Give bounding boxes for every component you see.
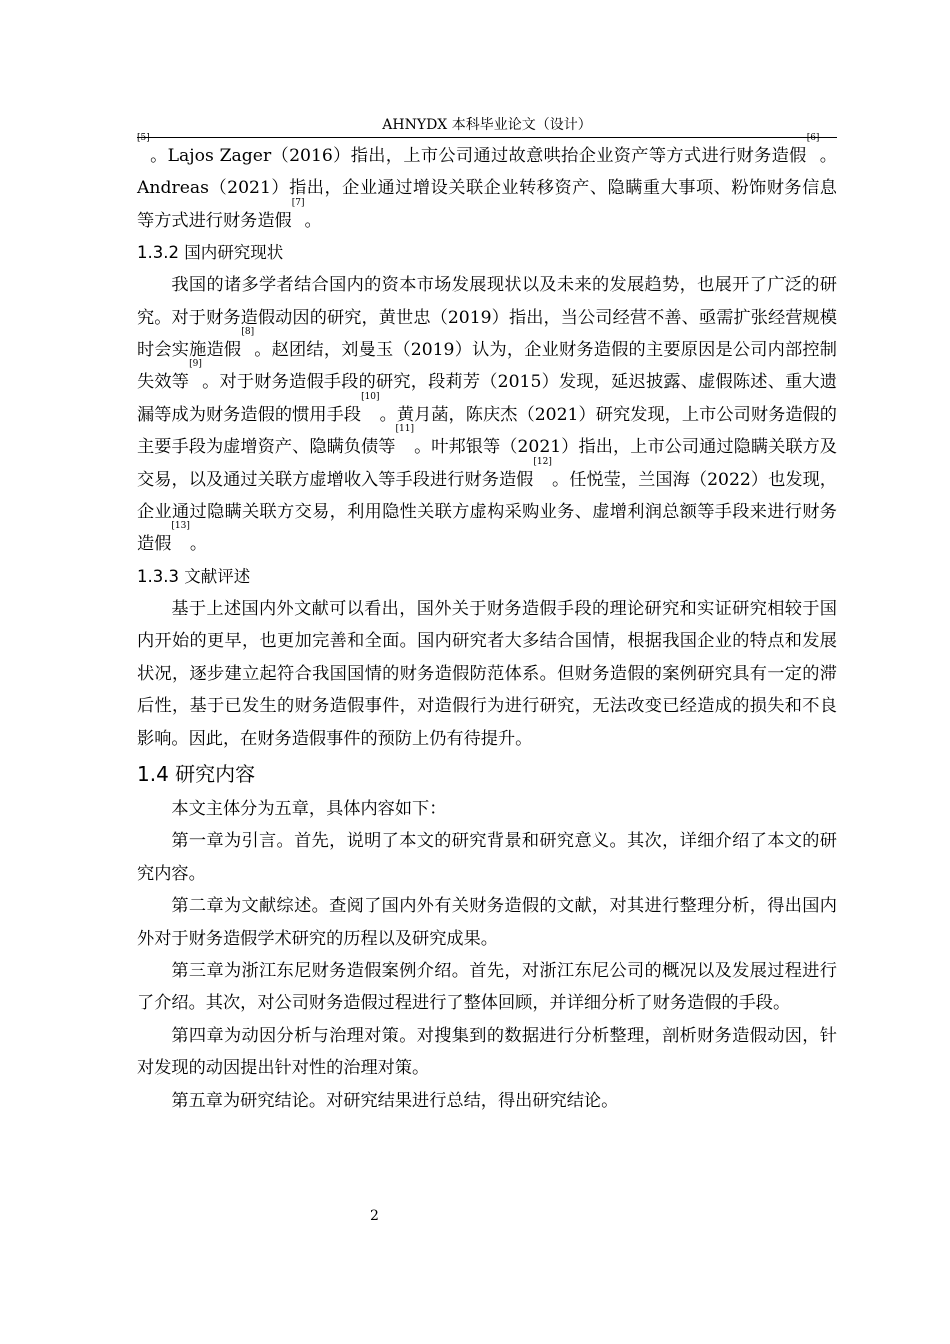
paragraph-literature-review: 基于上述国内外文献可以看出，国外关于财务造假手段的理论研究和实证研究相较于国内开始的更早，也更加完善和全面。国内研究者大多结合国情，根据我国企业的特点和发展状况，逐步建立起符合我国国情的财务造假防范体系。但财务造假的案例研究具有一定的滞后性，基于已发生的财务造假事件，对造假行为进行研究，无法改变已经造成的损失和不良影响。因此，在财务造假事件的预防上仍有待提升。 (137, 598, 837, 749)
text-run: 。Lajos Zager（2016）指出，上市公司通过故意哄抬企业资产等方式进行财务造假 (149, 146, 807, 166)
paragraph-chapter-1: 第一章为引言。首先，说明了本文的研究背景和研究意义。其次，详细介绍了本文的研究内容。 (137, 831, 837, 884)
paragraph-domestic-research (137, 269, 837, 561)
citation-ref: [12] (533, 456, 552, 467)
paragraph-foreign-research-continued (137, 133, 837, 237)
paragraph-chapter-5: 第五章为研究结论。对研究结果进行总结，得出研究结论。 (171, 1090, 619, 1111)
paragraph-chapter-3: 第三章为浙江东尼财务造假案例介绍。首先，对浙江东尼公司的概况以及发展过程进行了介绍。其次，对公司财务造假过程进行了整体回顾，并详细分析了财务造假的手段。 (137, 960, 837, 1014)
section-heading-1-3-3: 1.3.3 文献评述 (137, 566, 251, 586)
citation-ref: [9] (189, 359, 202, 370)
citation-ref: [5] (137, 133, 150, 143)
page-number: 2 (370, 1208, 379, 1224)
citation-ref: [11] (395, 424, 415, 435)
page-body (137, 133, 837, 1117)
section-heading-1-3-2: 1.3.2 国内研究现状 (137, 243, 284, 263)
text-run: 我国的诸多学者结合国内的资本市场发展现状以及未来的发展趋势，也展开了广泛的研究。对于财务造假动因的研究，黄世忠（2019）指出，当公司经营不善、亟需扩张经营规模时会实施造假 (137, 275, 837, 361)
text-run: 。 (304, 210, 322, 231)
text-run: 。Andreas（2021）指出，企业通过增设关联企业转移资产、隐瞒重大事项、粉饰财务信息等方式进行财务造假 (137, 146, 837, 231)
text-run: 。叶邦银等（2021）指出，上市公司通过隐瞒关联方及交易，以及通过关联方虚增收入等手段进行财务造假 (137, 437, 837, 490)
running-header: AHNYDX 本科毕业论文（设计） (382, 117, 592, 133)
text-run: 。对于财务造假手段的研究，段莉芳（2015）发现，延迟披露、虚假陈述、重大遗漏等成为财务造假的惯用手段 (137, 372, 837, 425)
citation-ref: [13] (171, 521, 190, 532)
paragraph-chapter-2: 第二章为文献综述。查阅了国内外有关财务造假的文献，对其进行整理分析，得出国内外对于财务造假学术研究的历程以及研究成果。 (137, 896, 837, 949)
header-rule (137, 137, 837, 138)
citation-ref: [7] (291, 197, 305, 208)
text-run: 。 (189, 534, 208, 555)
paragraph-chapter-4: 第四章为动因分析与治理对策。对搜集到的数据进行分析整理，剖析财务造假动因，针对发现的动因提出针对性的治理对策。 (137, 1025, 837, 1079)
citation-ref: [6] (806, 133, 820, 143)
citation-ref: [10] (361, 391, 380, 402)
section-heading-1-4: 1.4 研究内容 (137, 761, 256, 786)
text-run: 。赵团结，刘曼玉（2019）认为，企业财务造假的主要原因是公司内部控制失效等 (137, 340, 837, 393)
paragraph-structure-intro: 本文主体分为五章，具体内容如下： (171, 798, 447, 819)
citation-ref: [8] (241, 327, 255, 338)
text-run: 。黄月菡，陈庆杰（2021）研究发现，上市公司财务造假的主要手段为虚增资产、隐瞒负债等 (137, 404, 837, 458)
text-run: 。任悦莹，兰国海（2022）也发现，企业通过隐瞒关联方交易，利用隐性关联方虚构采购业务、虚增利润总额等手段来进行财务造假 (137, 469, 837, 555)
